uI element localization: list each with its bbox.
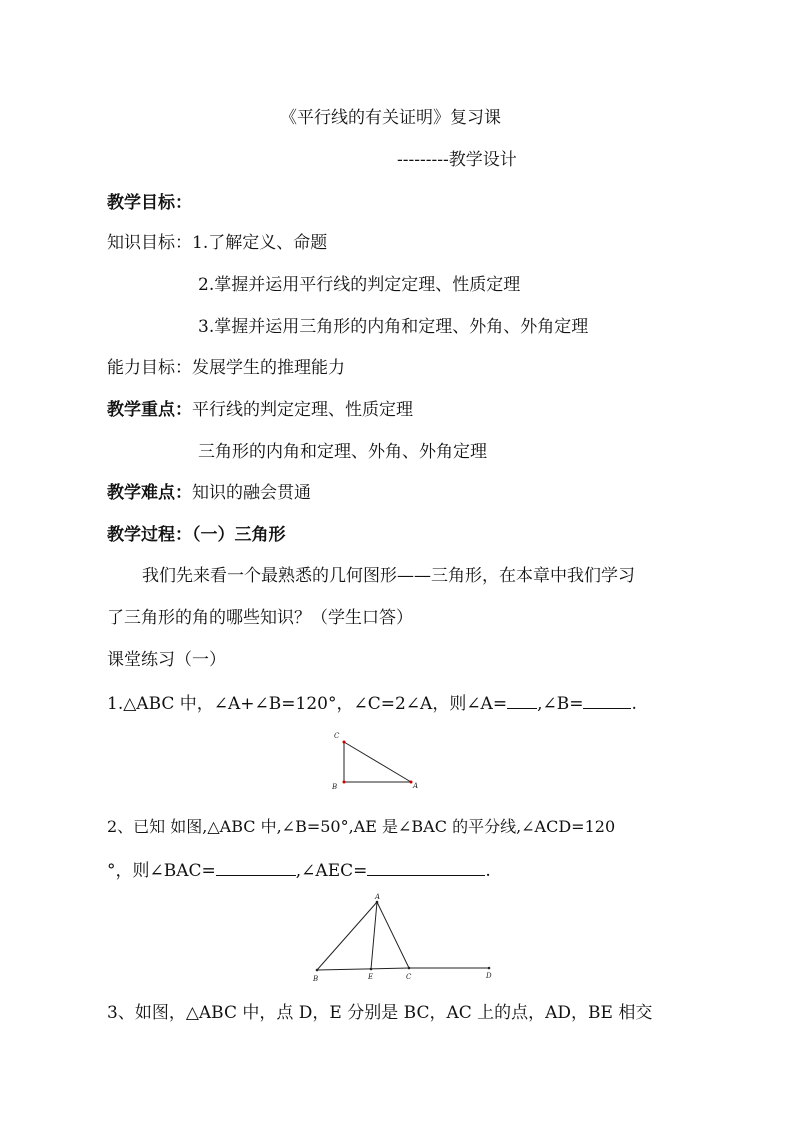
fig2-label-c: C [406, 973, 412, 981]
question-2-middle: ,∠AEC= [295, 861, 368, 881]
ability-objective-label: 能力目标： [107, 358, 192, 378]
difficulty-row [107, 481, 311, 505]
process-label: 教学过程： [107, 525, 192, 545]
difficulty-text: 知识的融会贯通 [192, 483, 311, 503]
objectives-heading: 教学目标： [107, 193, 192, 213]
fig2-point-d [488, 967, 491, 970]
ability-objective-row [107, 356, 345, 380]
answer-blank-angle-bac[interactable] [216, 857, 296, 876]
question-1 [107, 690, 637, 716]
answer-blank-angle-b[interactable] [583, 690, 631, 709]
process-paragraph-line-1: 我们先来看一个最熟悉的几何图形——三角形，在本章中我们学习 [142, 566, 635, 586]
fig2-label-b: B [313, 975, 319, 983]
fig1-label-c: C [334, 732, 340, 740]
process-section: （一）三角形 [192, 525, 286, 545]
fig2-vertex-a [376, 901, 379, 904]
knowledge-objective-label: 知识目标： [107, 233, 192, 253]
knowledge-objective-row [107, 231, 327, 255]
key-points-label: 教学重点： [107, 400, 192, 420]
figure-1-triangle [325, 728, 435, 794]
fig2-point-e [370, 968, 373, 971]
question-3: 3、如图，△ABC 中，点 D，E 分别是 BC，AC 上的点，AD，BE 相交 [107, 1003, 653, 1023]
key-points-row [107, 398, 413, 422]
ability-objective-text: 发展学生的推理能力 [192, 358, 345, 378]
knowledge-objective-item-3: 3.掌握并运用三角形的内角和定理、外角、外角定理 [198, 317, 589, 337]
fig2-base-bc [317, 968, 409, 970]
figure-2-triangle [308, 892, 498, 984]
fig1-label-b: B [332, 783, 338, 791]
fig2-segment-ae [371, 902, 377, 969]
fig1-vertex-c [343, 741, 346, 744]
fig1-vertex-b [343, 781, 346, 784]
difficulty-label: 教学难点： [107, 483, 192, 503]
question-2-line-1: 2、已知 如图,△ABC 中,∠B=50°,AE 是∠BAC 的平分线,∠ACD=120 [107, 817, 616, 836]
fig2-label-e: E [368, 973, 374, 981]
question-1-end: . [631, 694, 637, 714]
fig2-vertex-b [316, 969, 319, 972]
key-point-2: 三角形的内角和定理、外角、外角定理 [198, 442, 487, 462]
fig1-side-ca [344, 742, 411, 782]
fig1-label-a: A [413, 782, 419, 790]
fig2-side-ac [377, 902, 409, 968]
knowledge-objective-item-2: 2.掌握并运用平行线的判定定理、性质定理 [198, 275, 521, 295]
process-paragraph-line-2: 了三角形的角的哪些知识？（学生口答） [107, 608, 413, 628]
question-2-line-2 [107, 857, 491, 883]
fig2-label-d: D [486, 972, 492, 980]
process-row [107, 523, 286, 547]
fig2-vertex-c [408, 967, 411, 970]
fig2-side-ab [317, 902, 377, 970]
fig2-label-a: A [375, 893, 381, 901]
answer-blank-angle-a[interactable] [507, 690, 537, 709]
practice-heading: 课堂练习（一） [107, 650, 226, 670]
page-subtitle: ---------教学设计 [397, 150, 517, 170]
question-1-prefix: 1.△ABC 中，∠A+∠B=120°，∠C=2∠A，则∠A= [107, 694, 508, 714]
key-point-1: 平行线的判定定理、性质定理 [192, 400, 413, 420]
question-1-middle: ,∠B= [537, 694, 584, 714]
question-2-prefix: °，则∠BAC= [107, 861, 216, 881]
question-2-end: . [485, 861, 491, 881]
answer-blank-angle-aec[interactable] [367, 857, 485, 876]
knowledge-objective-item-1: 1.了解定义、命题 [192, 233, 328, 253]
page-title: 《平行线的有关证明》复习课 [280, 108, 501, 128]
